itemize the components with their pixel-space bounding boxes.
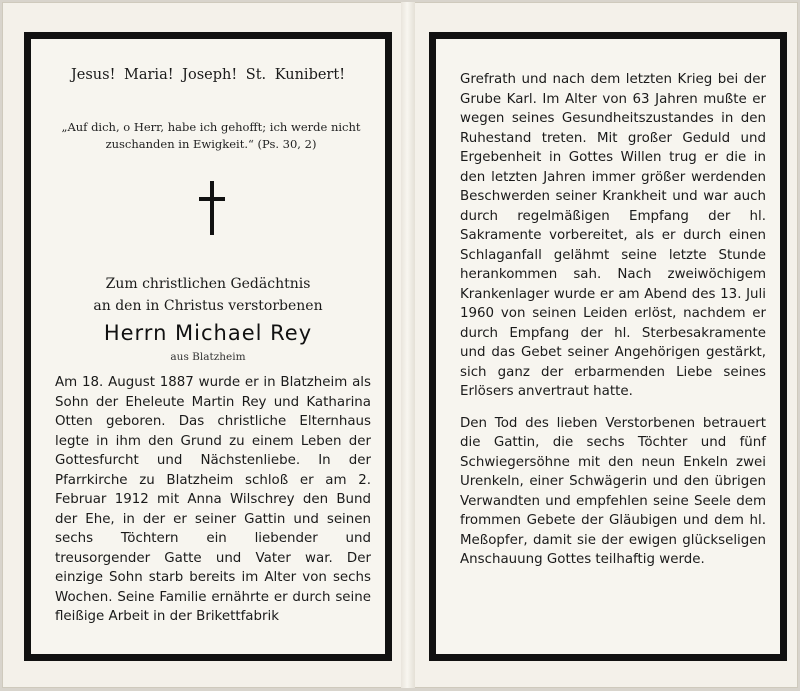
- psalm-quote: „Auf dich, o Herr, habe ich gehofft; ich werde nicht zuschanden in Ewigkeit.“ (Ps. 30, 2): [61, 120, 361, 151]
- deceased-origin: aus Blatzheim: [170, 351, 246, 363]
- mourners-text: Den Tod des lieben Verstorbenen betrauert die Gattin, die sechs Töchter und fünf Schwiegersöhne mit den neun Enkeln zwei Urenkeln, einer Schwägerin und den übrigen Verwandten und empfehlen seine Seele dem frommen Gebete der Gläubigen und dem hl. Meßopfer, damit sie der ewigen glückseligen Anschauung Gottes teilhaftig werde.: [460, 415, 766, 567]
- left-panel: [24, 32, 392, 661]
- saints-invocation: Jesus! Maria! Joseph! St. Kunibert!: [70, 67, 346, 83]
- prayer-card: [2, 2, 798, 688]
- card-fold: [401, 2, 415, 688]
- deceased-name: Herrn Michael Rey: [103, 321, 313, 345]
- biography-continued-text: Grefrath und nach dem letzten Krieg bei der Grube Karl. Im Alter von 63 Jahren mußte er wegen seines Gesundheitszustandes in den Ruhestand treten. Mit großer Geduld und Ergebenheit in Gottes Willen trug er die in den letzten Jahren immer größer werdenden Beschwerden seiner Krankheit und war auch durch regelmäßigen Empfang der hl. Sakramente vorbereitet, als er durch einen Schlaganfall gelähmt seine letzte Stunde herankommen sah. Nach zweiwöchigem Krankenlager wurde er am Abend des 13. Juli 1960 von seinen Leiden erlöst, nachdem er durch Empfang der hl. Sterbesakramente und das Gebet seiner Angehörigen gestärkt, sich ganz der erbarmenden Liebe seines Erlösers anvertraut hatte.: [460, 72, 766, 399]
- cross-icon: [199, 181, 225, 235]
- right-text-block: [460, 70, 766, 582]
- right-panel: [429, 32, 787, 661]
- biography-text: Am 18. August 1887 wurde er in Blatzheim als Sohn der Eheleute Martin Rey und Katharina Otten geboren. Das christliche Elternhaus legte in ihm den Grund zu einem Leben der Gottesfurcht und Nächstenliebe. In der Pfarrkirche zu Blatzheim schloß er am 2. Februar 1912 mit Anna Wilschrey den Bund der Ehe, in der er seiner Gattin und seinen sechs Töchtern ein liebender und treusorgender Gatte und Vater war. Der einzige Sohn starb bereits im Alter von sechs Wochen. Seine Familie ernährte er durch seine fleißige Arbeit in der Brikettfabrik: [55, 375, 371, 624]
- memorial-heading: [31, 273, 385, 317]
- memorial-line-1: Zum christlichen Gedächtnis: [105, 276, 311, 292]
- memorial-line-2: an den in Christus verstorbenen: [93, 298, 323, 314]
